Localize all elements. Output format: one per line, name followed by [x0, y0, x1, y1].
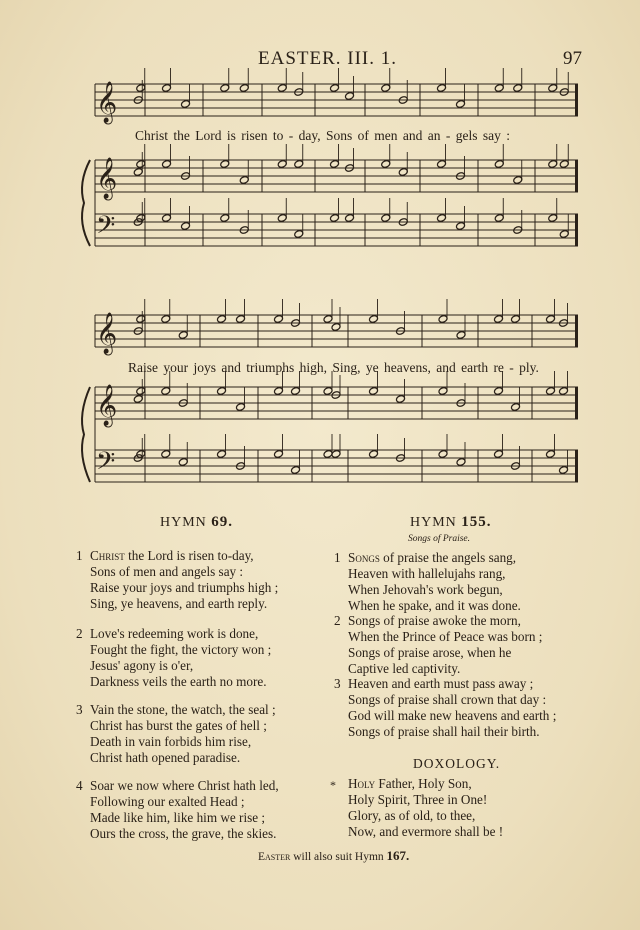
system2-treble-clef: 𝄞: [96, 313, 118, 354]
system2-melody-note: [136, 315, 146, 324]
system1-harmony-note: [294, 160, 304, 169]
system1-bass-note: [277, 214, 287, 223]
system1-harmony-note: [220, 160, 230, 169]
hymn-69-number: 69.: [211, 514, 234, 530]
system2-bass-note: [545, 450, 555, 459]
doxology-marker: *: [330, 778, 336, 792]
hymn69-stanza-1: 1 Christ the Lord is risen to-day, Sons of men and angels say : Raise your joys and triumphs high ; Sing, ye heavens, and earth reply.: [76, 548, 279, 611]
system2-melody-note: [456, 331, 466, 340]
system1-harmony-note: [548, 160, 558, 169]
system1-melody-note: [381, 84, 391, 93]
system2-harmony-note: [161, 387, 171, 396]
system2-melody-note: [545, 315, 555, 324]
hymn69-stanza-3: 3 Vain the stone, the watch, the seal ; Christ has burst the gates of hell ; Death in vain forbids him rise, Christ hath opened paradise.: [76, 702, 276, 765]
system2-bass-clef: 𝄢: [96, 447, 116, 482]
system2-bass-note: [216, 450, 226, 459]
system1-harmony-note: [136, 160, 146, 169]
system1-bass-note: [220, 214, 230, 223]
system2-final-bar: [575, 387, 578, 419]
running-title: EASTER. III. 1.: [258, 48, 398, 69]
system1-bass-note: [294, 230, 304, 239]
system1-harmony-note: [436, 160, 446, 169]
system1-melody-note: [513, 84, 523, 93]
system2-bass-note: [273, 450, 283, 459]
system2-harmony-note: [558, 387, 568, 396]
system2-melody-note: [323, 315, 333, 324]
system1-harmony-note: [559, 160, 569, 169]
doxology-title: DOXOLOGY.: [413, 756, 501, 771]
system1-harmony-note: [239, 176, 249, 185]
system2-bass-note: [331, 450, 341, 459]
hymn-155-heading: HYMN 155.: [410, 514, 492, 530]
system2-melody-note: [438, 315, 448, 324]
system1-bass-note: [136, 214, 146, 223]
system2-bass-note: [161, 450, 171, 459]
hymn-69-heading: HYMN 69.: [160, 514, 234, 530]
system2-harmony-note: [510, 403, 520, 412]
system1-harmony-note: [494, 160, 504, 169]
system1-harmony-note: [398, 168, 408, 177]
doxology-stanza: Holy Father, Holy Son, Holy Spirit, Three in One! Glory, as of old, to thee, Now, and evermore shall be !: [348, 776, 504, 839]
system2-bass-note: [136, 450, 146, 459]
system2-bass-note: [558, 466, 568, 475]
system1-melody-note: [277, 84, 287, 93]
system2-brace: [82, 387, 90, 482]
system1-bass-note: [180, 222, 190, 231]
system2-harmony-note: [493, 387, 503, 396]
system2-harmony-note: [235, 403, 245, 412]
hymn69-stanza-4: 4 Soar we now where Christ hath led, Following our exalted Head ; Made like him, like him we rise ; Ours the cross, the grave, the skies.: [76, 778, 279, 841]
system2-harmony-note: [438, 387, 448, 396]
system2-harmony-note: [545, 387, 555, 396]
system2-harmony-note: [323, 387, 333, 396]
page-number: 97: [563, 48, 582, 69]
system2-melody-note: [331, 323, 341, 332]
system1-bass-note: [329, 214, 339, 223]
system1-bass-note: [559, 230, 569, 239]
system2-melody-note: [368, 315, 378, 324]
footer-note: Easter will also suit Hymn 167.: [258, 848, 410, 863]
system2-harmony-note: [273, 387, 283, 396]
system1-melody-note: [344, 92, 354, 101]
system2-melody-note: [235, 315, 245, 324]
system1-melody-note: [239, 84, 249, 93]
system2-bass-note: [178, 458, 188, 467]
system1-harmony-note: [513, 176, 523, 185]
system1-brace: [82, 160, 90, 246]
system1-harmony-note: [329, 160, 339, 169]
system2-bass-note: [493, 450, 503, 459]
system1-final-bar: [575, 84, 578, 116]
system2-harmony-note: [395, 395, 405, 404]
system2-bass-note: [290, 466, 300, 475]
system1-final-bar: [575, 214, 578, 246]
system2-bass-note: [368, 450, 378, 459]
system2-final-bar: [575, 450, 578, 482]
system2-melody-note: [161, 315, 171, 324]
system1-melody-note: [548, 84, 558, 93]
system2-melody-note: [178, 331, 188, 340]
system1-melody-note: [455, 100, 465, 109]
system2-harmony-note: [290, 387, 300, 396]
system2-melody-note: [510, 315, 520, 324]
system1-treble-clef: 𝄞: [96, 82, 118, 123]
hymn-155-subtitle: Songs of Praise.: [408, 534, 471, 544]
system1-melody-note: [329, 84, 339, 93]
system2-melody-note: [273, 315, 283, 324]
system1-harmony-note: [277, 160, 287, 169]
system1-bass-note: [381, 214, 391, 223]
system1-melody-note: [220, 84, 230, 93]
system1-melody-note: [180, 100, 190, 109]
system1-bass-clef: 𝄢: [96, 211, 116, 246]
system2-harmony-note: [136, 387, 146, 396]
system1-bass-note: [161, 214, 171, 223]
system2-harmony-note: [216, 387, 226, 396]
hymn155-stanza-1: 1 Songs of praise the angels sang, Heaven with hallelujahs rang, When Jehovah's work begun, When he spake, and it was done.: [334, 550, 521, 613]
system2-melody-note: [493, 315, 503, 324]
system1-melody-note: [136, 84, 146, 93]
system2-melody-note: [216, 315, 226, 324]
hymn155-stanza-3: 3 Heaven and earth must pass away ; Songs of praise shall crown that day : God will make new heavens and earth ; Songs of praise shall hail their birth.: [334, 676, 557, 739]
system2-bass-note: [456, 458, 466, 467]
hymn69-stanza-2: 2 Love's redeeming work is done, Fought the fight, the victory won ; Jesus' agony is o'er, Darkness veils the earth no more.: [76, 626, 272, 689]
system1-harmony-note: [133, 168, 143, 177]
hymn-155-number: 155.: [461, 514, 492, 530]
system1-bass-note: [455, 222, 465, 231]
system2-final-bar: [575, 315, 578, 347]
system1-lyrics: Christ the Lord is risen to - day, Sons of men and an - gels say :: [135, 128, 510, 143]
system1-harmony-note: [381, 160, 391, 169]
system2-harmony-note: [133, 395, 143, 404]
system1-bass-note: [494, 214, 504, 223]
system2-treble-clef: 𝄞: [96, 385, 118, 426]
system1-bass-note: [436, 214, 446, 223]
system1-melody-note: [436, 84, 446, 93]
system2-bass-note: [438, 450, 448, 459]
system1-treble-clef: 𝄞: [96, 158, 118, 199]
system1-bass-note: [548, 214, 558, 223]
system1-melody-note: [494, 84, 504, 93]
system1-melody-note: [161, 84, 171, 93]
hymn155-stanza-2: 2 Songs of praise awoke the morn, When the Prince of Peace was born ; Songs of praise arose, when he Captive led captivity.: [334, 613, 543, 676]
system1-harmony-note: [161, 160, 171, 169]
system1-final-bar: [575, 160, 578, 192]
system2-lyrics: Raise your joys and triumphs high, Sing, ye heavens, and earth re - ply.: [128, 360, 539, 375]
system2-harmony-note: [368, 387, 378, 396]
system1-bass-note: [344, 214, 354, 223]
